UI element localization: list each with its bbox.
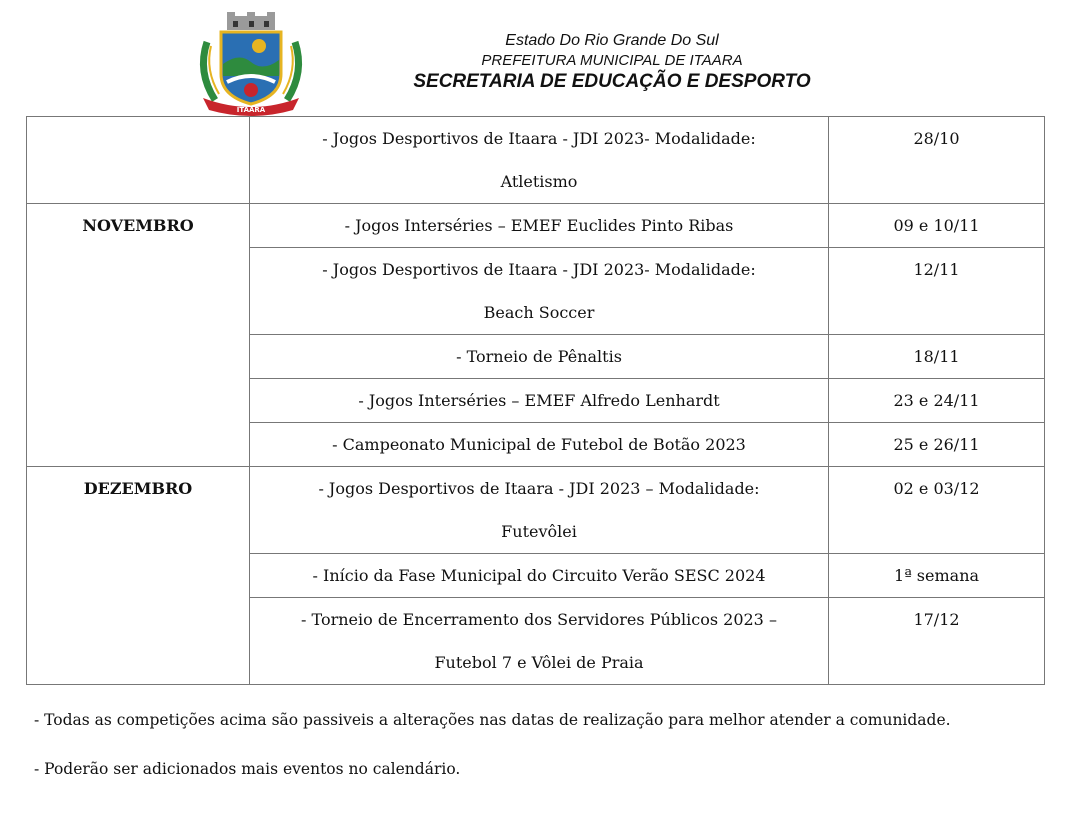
date-cell: 1ª semana bbox=[829, 554, 1045, 598]
event-cell bbox=[250, 335, 829, 379]
event-cell bbox=[250, 204, 829, 248]
header-state: Estado Do Rio Grande Do Sul bbox=[505, 32, 719, 49]
event-line: Atletismo bbox=[500, 172, 578, 191]
date-cell: 18/11 bbox=[829, 335, 1045, 379]
event-line: - Início da Fase Municipal do Circuito Verão SESC 2024 bbox=[312, 566, 766, 585]
month-cell bbox=[27, 117, 250, 204]
document-header bbox=[0, 0, 1080, 118]
event-line: - Jogos Desportivos de Itaara - JDI 2023 – Modalidade: bbox=[318, 479, 760, 498]
note-more-events: - Poderão ser adicionados mais eventos no calendário. bbox=[34, 760, 461, 778]
event-cell bbox=[250, 554, 829, 598]
event-cell bbox=[250, 248, 829, 335]
event-line: - Torneio de Encerramento dos Servidores Públicos 2023 – bbox=[301, 610, 777, 629]
date-cell: 28/10 bbox=[829, 117, 1045, 204]
date-cell: 02 e 03/12 bbox=[829, 467, 1045, 554]
event-line: - Jogos Desportivos de Itaara - JDI 2023- Modalidade: bbox=[322, 129, 756, 148]
event-cell bbox=[250, 598, 829, 685]
event-line: Futebol 7 e Vôlei de Praia bbox=[434, 653, 644, 672]
event-line: - Campeonato Municipal de Futebol de Botão 2023 bbox=[332, 435, 746, 454]
event-line: - Jogos Interséries – EMEF Alfredo Lenhardt bbox=[358, 391, 720, 410]
month-cell: DEZEMBRO bbox=[27, 467, 250, 685]
event-cell bbox=[250, 423, 829, 467]
date-cell: 25 e 26/11 bbox=[829, 423, 1045, 467]
svg-text:ITAARA: ITAARA bbox=[236, 106, 266, 114]
header-secretaria: SECRETARIA DE EDUCAÇÃO E DESPORTO bbox=[413, 71, 811, 92]
header-prefeitura: PREFEITURA MUNICIPAL DE ITAARA bbox=[481, 52, 743, 69]
month-cell: NOVEMBRO bbox=[27, 204, 250, 467]
event-line: - Jogos Desportivos de Itaara - JDI 2023- Modalidade: bbox=[322, 260, 756, 279]
table-row bbox=[27, 467, 1045, 554]
event-line: - Torneio de Pênaltis bbox=[456, 347, 622, 366]
date-cell: 17/12 bbox=[829, 598, 1045, 685]
event-line: Beach Soccer bbox=[483, 303, 595, 322]
table-row bbox=[27, 117, 1045, 204]
event-cell bbox=[250, 117, 829, 204]
date-cell: 09 e 10/11 bbox=[829, 204, 1045, 248]
table-row bbox=[27, 204, 1045, 248]
event-cell bbox=[250, 379, 829, 423]
notes-section bbox=[34, 706, 964, 784]
note-changes: - Todas as competições acima são passiveis a alterações nas datas de realização para melhor atender a comunidade. bbox=[34, 711, 951, 729]
event-line: Futevôlei bbox=[501, 522, 577, 541]
event-cell bbox=[250, 467, 829, 554]
event-line: - Jogos Interséries – EMEF Euclides Pinto Ribas bbox=[344, 216, 734, 235]
date-cell: 23 e 24/11 bbox=[829, 379, 1045, 423]
events-calendar-table bbox=[26, 116, 1045, 685]
date-cell: 12/11 bbox=[829, 248, 1045, 335]
